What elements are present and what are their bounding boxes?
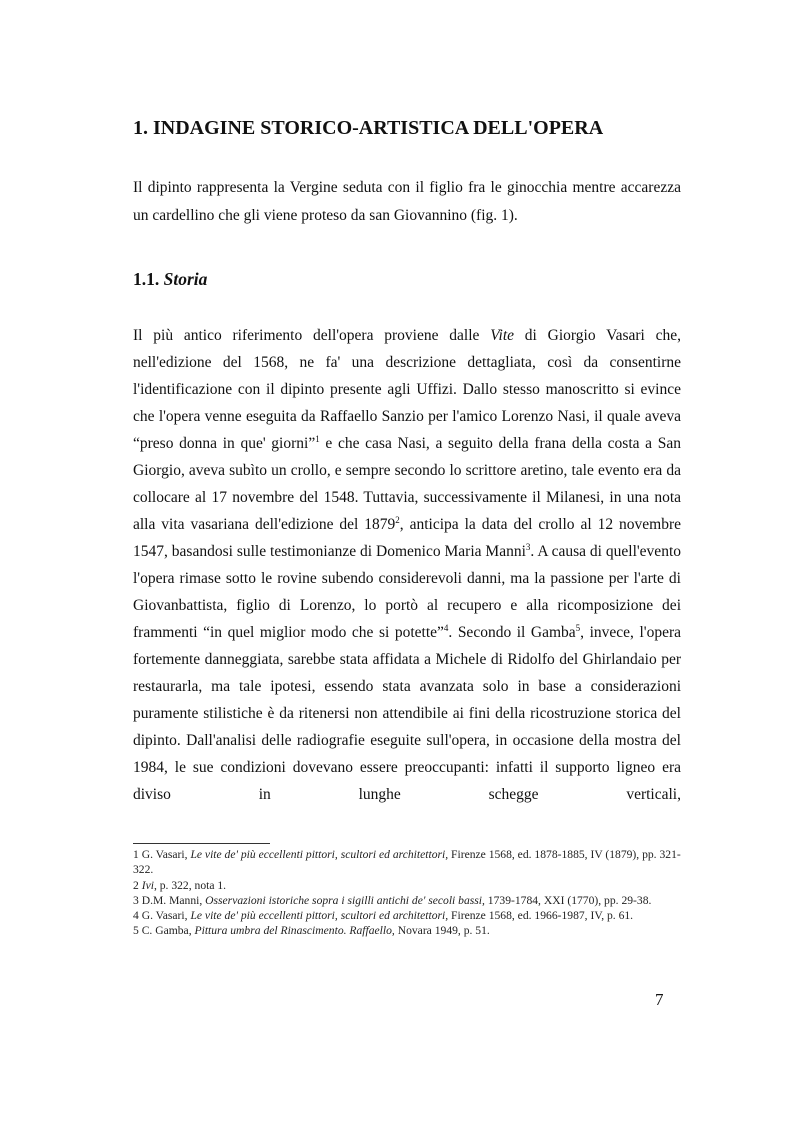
footnote-text: 3 D.M. Manni, <box>133 893 206 907</box>
footnote-italic: Pittura umbra del Rinascimento. Raffaello, <box>194 924 395 938</box>
footnote-italic: Le vite de' più eccellenti pittori, scultori ed architettori, <box>190 909 449 923</box>
body-text-span: , anticipa la data del crollo al 12 novembre 1547, basandosi sulle testimonianze di Domenico Maria Manni <box>133 516 681 560</box>
section-heading <box>133 265 207 293</box>
body-text-span: . Secondo il Gamba <box>448 624 576 641</box>
chapter-heading: 1. INDAGINE STORICO-ARTISTICA DELL'OPERA <box>133 117 604 139</box>
footnote-text: Firenze 1568, ed. 1966-1987, IV, p. 61. <box>448 909 634 923</box>
footnote-italic: Le vite de' più eccellenti pittori, scultori ed architettori, <box>190 848 449 861</box>
footnote-text: 2 <box>133 878 142 892</box>
footnote-text: Novara 1949, p. 51. <box>394 924 490 938</box>
footnote-ref-2[interactable]: 2 <box>395 515 400 525</box>
footnote-italic: Osservazioni istoriche sopra i sigilli antichi de' secoli bassi, <box>205 893 485 907</box>
footnote-3 <box>133 893 681 908</box>
body-text-span: . A causa di quell'evento l'opera rimase sotto le rovine subendo considerevoli danni, ma la passione per l'arte di Giovanbattista, figlio di Lorenzo, lo portò al recupero e alla ricomposizione dei frammenti “in quel miglior modo che si potette” <box>133 543 681 641</box>
section-title: Storia <box>163 269 208 289</box>
section-number: 1.1. <box>133 269 160 289</box>
footnote-text: 1 G. Vasari, <box>133 848 191 861</box>
footnote-ref-3[interactable]: 3 <box>525 542 531 552</box>
intro-paragraph: Il dipinto rappresenta la Vergine seduta con il figlio fra le ginocchia mentre accarezza un cardellino che gli viene proteso da san Giovannino (fig. 1). <box>133 179 681 224</box>
footnote-ref-4[interactable]: 4 <box>443 623 449 633</box>
footnote-ref-1[interactable]: 1 <box>315 434 320 444</box>
footnotes <box>133 847 681 939</box>
footnote-text: Firenze 1568, ed. 1878-1885, IV (1879), pp. 321-322. <box>133 848 681 877</box>
body-text-span: e che casa Nasi, a seguito della frana della costa a San Giorgio, aveva subìto un crollo, e sempre secondo lo scrittore aretino, tale evento era da collocare al 17 novembre del 1548. Tuttavia, successivamente il Milanesi, in una nota alla vita vasariana dell'edizione del 1879 <box>133 435 681 533</box>
footnote-5 <box>133 923 681 938</box>
footnote-italic: Ivi <box>141 878 154 892</box>
history-paragraph <box>133 322 681 808</box>
footnote-2 <box>133 878 681 893</box>
italic-title-vite: Vite <box>490 327 515 344</box>
body-text-span: Il più antico riferimento dell'opera proviene dalle <box>133 327 491 344</box>
body-text-span: , invece, l'opera fortemente danneggiata, sarebbe stata affidata a Michele di Ridolfo del Ghirlandaio per restaurarla, ma tale ipotesi, essendo stata avanzata solo in base a considerazioni puramente stilistiche è da ritenersi non attendibile ai fini della ricostruzione storica del dipinto. Dall'analisi delle radiografie eseguite sull'opera, in occasione della mostra del 1984, le sue condizioni dovevano essere preoccupanti: infatti il supporto ligneo era diviso in lunghe schegge verticali, <box>133 624 681 803</box>
footnote-divider <box>133 843 270 844</box>
body-text-span: di Giorgio Vasari che, nell'edizione del 1568, ne fa' una descrizione dettagliata, così da consentirne l'identificazione con il dipinto presente agli Uffizi. Dallo stesso manoscritto si evince che l'opera venne eseguita da Raffaello Sanzio per l'amico Lorenzo Nasi, il quale aveva “preso donna in que' giorni” <box>133 327 682 452</box>
footnote-ref-5[interactable]: 5 <box>575 623 581 633</box>
footnote-1 <box>133 847 681 878</box>
footnote-text: 5 C. Gamba, <box>133 924 195 938</box>
footnote-text: 4 G. Vasari, <box>133 909 191 923</box>
footnote-text: 1739-1784, XXI (1770), pp. 29-38. <box>484 893 652 907</box>
page-number: 7 <box>655 990 664 1009</box>
footnote-text: , p. 322, nota 1. <box>153 878 227 892</box>
footnote-4 <box>133 908 681 923</box>
